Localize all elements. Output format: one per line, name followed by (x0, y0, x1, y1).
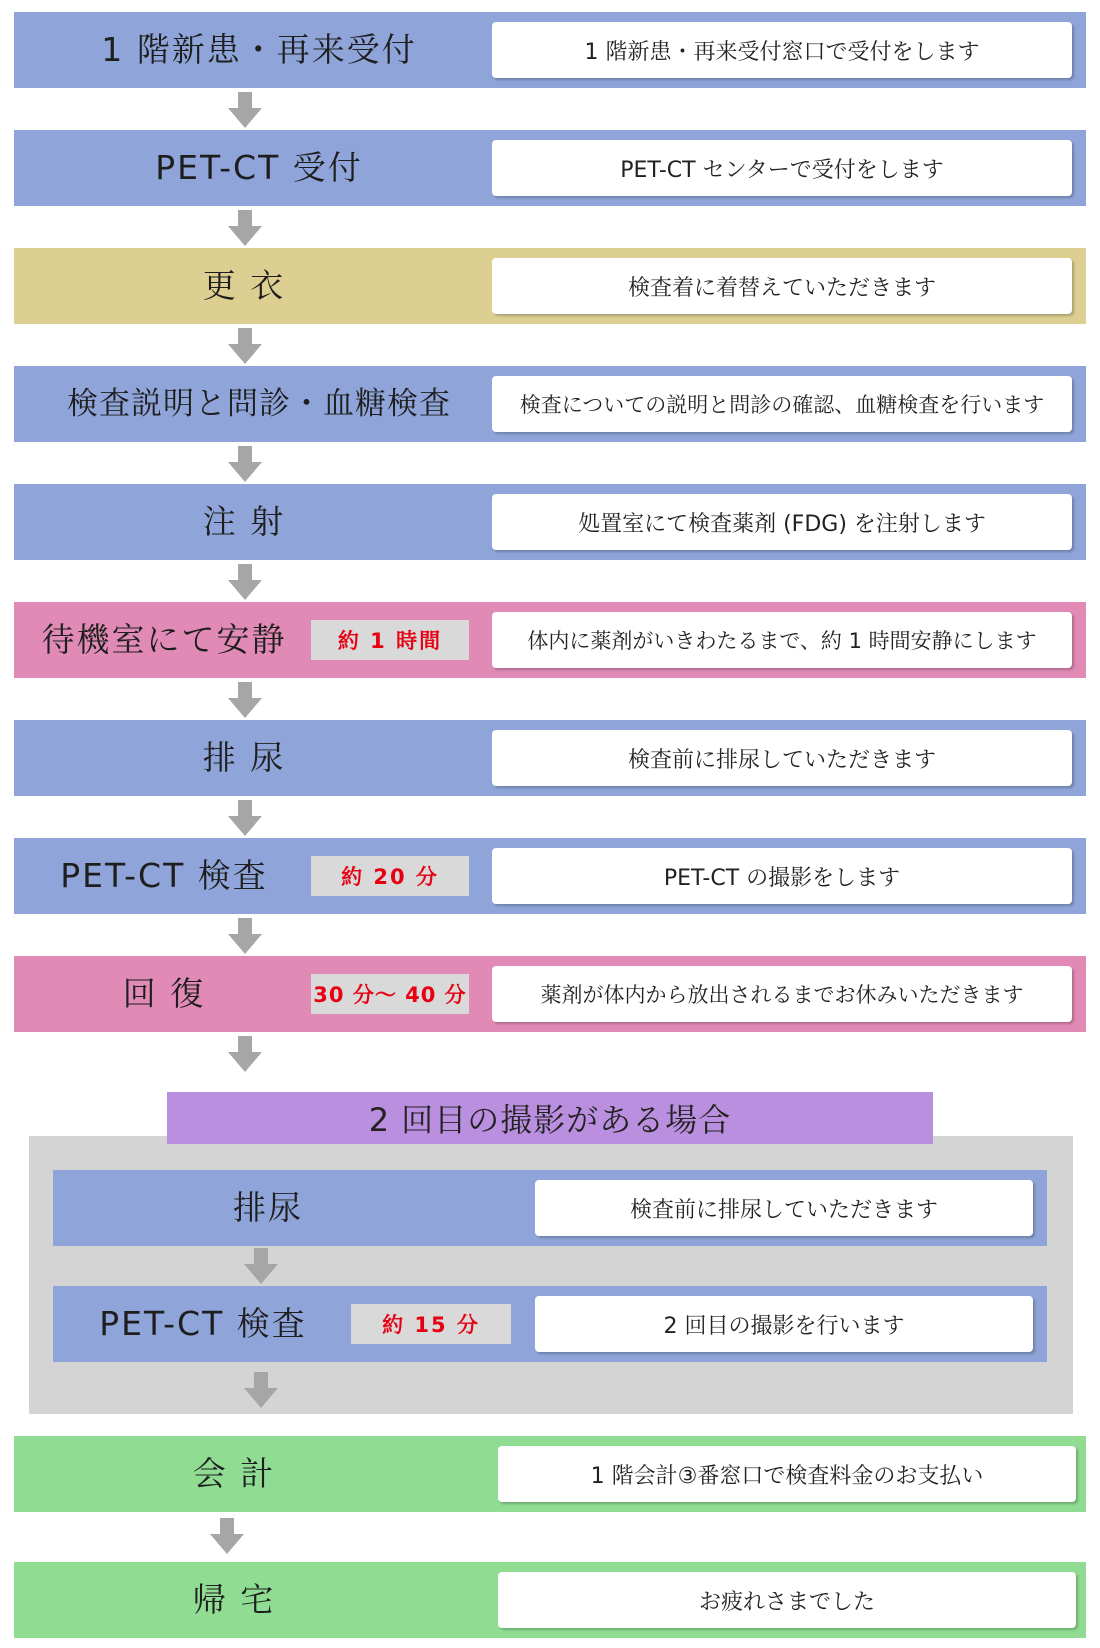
step-reception (14, 12, 1086, 88)
down-arrow-icon (228, 446, 262, 482)
step-second-urination (53, 1170, 1047, 1246)
duration-badge: 約 1 時間 (311, 620, 469, 660)
step-description: PET-CT の撮影をします (492, 848, 1072, 904)
step-injection (14, 484, 1086, 560)
step-description: 薬剤が体内から放出されるまでお休みいただきます (492, 966, 1072, 1022)
down-arrow-icon (244, 1372, 278, 1408)
step-exam (14, 838, 1086, 914)
step-label: 会 計 (192, 1454, 276, 1493)
step-label: PET-CT 受付 (155, 148, 363, 187)
duration-badge: 30 分〜 40 分 (311, 974, 469, 1014)
down-arrow-icon (228, 92, 262, 128)
step-label: PET-CT 検査 (60, 856, 268, 895)
step-explanation (14, 366, 1086, 442)
down-arrow-icon (228, 328, 262, 364)
step-description: お疲れさまでした (498, 1572, 1076, 1628)
step-rest (14, 602, 1086, 678)
step-urination (14, 720, 1086, 796)
step-description: 体内に薬剤がいきわたるまで、約 1 時間安静にします (492, 612, 1072, 668)
second-imaging-header: 2 回目の撮影がある場合 (167, 1092, 933, 1144)
duration-badge: 約 20 分 (311, 856, 469, 896)
step-label: 排 尿 (202, 738, 286, 777)
step-label: PET-CT 検査 (99, 1304, 307, 1343)
step-description: 1 階会計③番窓口で検査料金のお支払い (498, 1446, 1076, 1502)
down-arrow-icon (228, 210, 262, 246)
step-description: 処置室にて検査薬剤 (FDG) を注射します (492, 494, 1072, 550)
step-description: 検査着に着替えていただきます (492, 258, 1072, 314)
step-label: 検査説明と問診・血糖検査 (67, 386, 451, 422)
step-label: 帰 宅 (192, 1580, 276, 1619)
step-petct-reception (14, 130, 1086, 206)
duration-badge: 約 15 分 (351, 1304, 511, 1344)
step-recovery (14, 956, 1086, 1032)
step-description: 1 階新患・再来受付窓口で受付をします (492, 22, 1072, 78)
step-change (14, 248, 1086, 324)
down-arrow-icon (244, 1248, 278, 1284)
step-second-exam (53, 1286, 1047, 1362)
down-arrow-icon (210, 1518, 244, 1554)
down-arrow-icon (228, 564, 262, 600)
step-description: 検査前に排尿していただきます (492, 730, 1072, 786)
step-description: 2 回目の撮影を行います (535, 1296, 1033, 1352)
step-home (14, 1562, 1086, 1638)
step-description: PET-CT センターで受付をします (492, 140, 1072, 196)
step-label: 更 衣 (202, 266, 286, 305)
step-description: 検査についての説明と問診の確認、血糖検査を行います (492, 376, 1072, 432)
step-label: 1 階新患・再来受付 (101, 30, 417, 69)
down-arrow-icon (228, 918, 262, 954)
step-label: 排尿 (233, 1188, 303, 1227)
second-imaging-container (29, 1136, 1073, 1414)
down-arrow-icon (228, 1036, 262, 1072)
down-arrow-icon (228, 800, 262, 836)
step-description: 検査前に排尿していただきます (535, 1180, 1033, 1236)
step-payment (14, 1436, 1086, 1512)
step-label: 注 射 (202, 502, 286, 541)
down-arrow-icon (228, 682, 262, 718)
step-label: 回 復 (122, 974, 206, 1013)
step-label: 待機室にて安静 (41, 620, 287, 659)
